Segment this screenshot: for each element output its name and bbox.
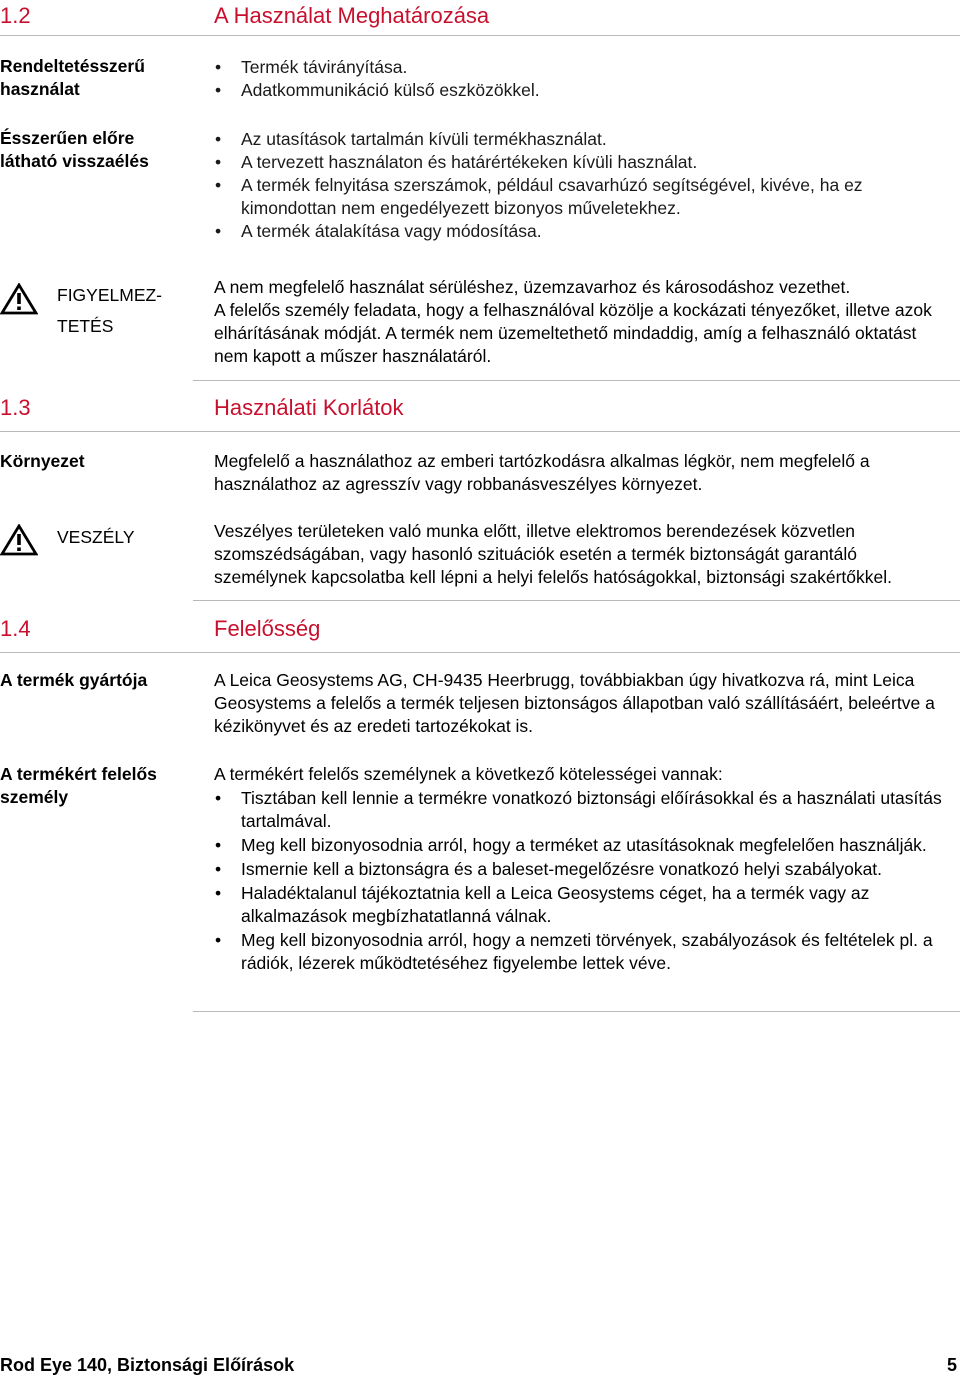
danger-word: VESZÉLY — [57, 527, 135, 547]
page-number: 5 — [946, 1355, 957, 1375]
responsible-text — [214, 763, 954, 975]
warning-word-line1: FIGYELMEZ- — [57, 285, 163, 305]
list-item: • Haladéktalanul tájékoztatnia kell a Leica Geosystems céget, ha a termék vagy az alkalmazások megbízhatatlanná válnak. — [214, 882, 954, 928]
misuse-list — [214, 128, 954, 243]
environment-label: Környezet — [0, 451, 85, 471]
section-title: A Használat Meghatározása — [214, 3, 490, 28]
section-number: 1.4 — [0, 616, 31, 641]
intended-use-list — [214, 56, 954, 102]
section-title: Használati Korlátok — [214, 395, 404, 420]
divider — [0, 652, 960, 653]
intended-use-label: Rendeltetésszerű használat — [0, 56, 145, 99]
list-item: • Tisztában kell lennie a termékre vonatkozó biztonsági előírásokkal és a használati utasítás tartalmával. — [214, 787, 954, 833]
warning-text — [214, 276, 954, 368]
list-item: • Termék távirányítása. — [214, 56, 954, 79]
warning-triangle-icon — [0, 283, 38, 315]
responsible-label: A termékért felelős személy — [0, 764, 157, 807]
warning-paragraph: A nem megfelelő használat sérüléshez, üzemzavarhoz és károsodáshoz vezethet. — [214, 277, 851, 297]
section-number: 1.2 — [0, 3, 31, 28]
danger-block — [0, 524, 38, 556]
footer-title: Rod Eye 140, Biztonsági Előírások — [0, 1355, 295, 1375]
manufacturer-label: A termék gyártója — [0, 670, 148, 690]
divider — [193, 380, 960, 381]
divider — [193, 600, 960, 601]
list-item: • A termék felnyitása szerszámok, például csavarhúzó segítségével, kivéve, ha ez kimondottan nem engedélyezett bizonyos műveletekhez. — [214, 174, 954, 220]
section-number: 1.3 — [0, 395, 31, 420]
list-item: • A termék átalakítása vagy módosítása. — [214, 220, 954, 243]
section-title: Felelősség — [214, 616, 321, 641]
environment-text: Megfelelő a használathoz az emberi tartózkodásra alkalmas légkör, nem megfelelő a használathoz az agresszív vagy robbanásveszélyes környezet. — [214, 451, 870, 494]
list-item: • Adatkommunikáció külső eszközökkel. — [214, 79, 954, 102]
list-item: • Meg kell bizonyosodnia arról, hogy a terméket az utasításoknak megfelelően használják. — [214, 834, 954, 857]
warning-block — [0, 283, 38, 315]
divider — [193, 1011, 960, 1012]
warning-word-line2: TETÉS — [57, 316, 114, 336]
manufacturer-text: A Leica Geosystems AG, CH-9435 Heerbrugg, továbbiakban úgy hivatkozva rá, mint Leica Geosystems a felelős a termék teljesen biztonságos állapotban való szállításáért, beleértve a kézikönyvet és az eredeti tartozékokat is. — [214, 670, 935, 736]
list-item: • Ismernie kell a biztonságra és a baleset-megelőzésre vonatkozó helyi szabályokat. — [214, 858, 954, 881]
misuse-label: Ésszerűen előre látható visszaélés — [0, 128, 149, 171]
danger-triangle-icon — [0, 524, 38, 556]
divider — [0, 35, 960, 36]
list-item: • A tervezett használaton és határértékeken kívüli használat. — [214, 151, 954, 174]
list-item: • Meg kell bizonyosodnia arról, hogy a nemzeti törvények, szabályozások és feltételek pl. a rádiók, lézerek működtetéséhez figyelembe lettek véve. — [214, 929, 954, 975]
divider — [0, 431, 960, 432]
list-item: • Az utasítások tartalmán kívüli termékhasználat. — [214, 128, 954, 151]
responsible-intro: A termékért felelős személynek a következő kötelességei vannak: — [214, 764, 723, 784]
danger-text: Veszélyes területeken való munka előtt, illetve elektromos berendezések közvetlen szomszédságában, vagy hasonló szituációk esetén a termék biztonságát garantáló személynek kapcsolatba kell lépni a helyi felelős hatóságokkal, biztonsági szakértőkkel. — [214, 521, 893, 587]
warning-paragraph: A felelős személy feladata, hogy a felhasználóval közölje a kockázati tényezőket, illetve azok elhárításának módját. A termék nem üzemeltethető mindaddig, amíg a felhasználó oktatást nem kapott a műszer használatáról. — [214, 300, 932, 366]
